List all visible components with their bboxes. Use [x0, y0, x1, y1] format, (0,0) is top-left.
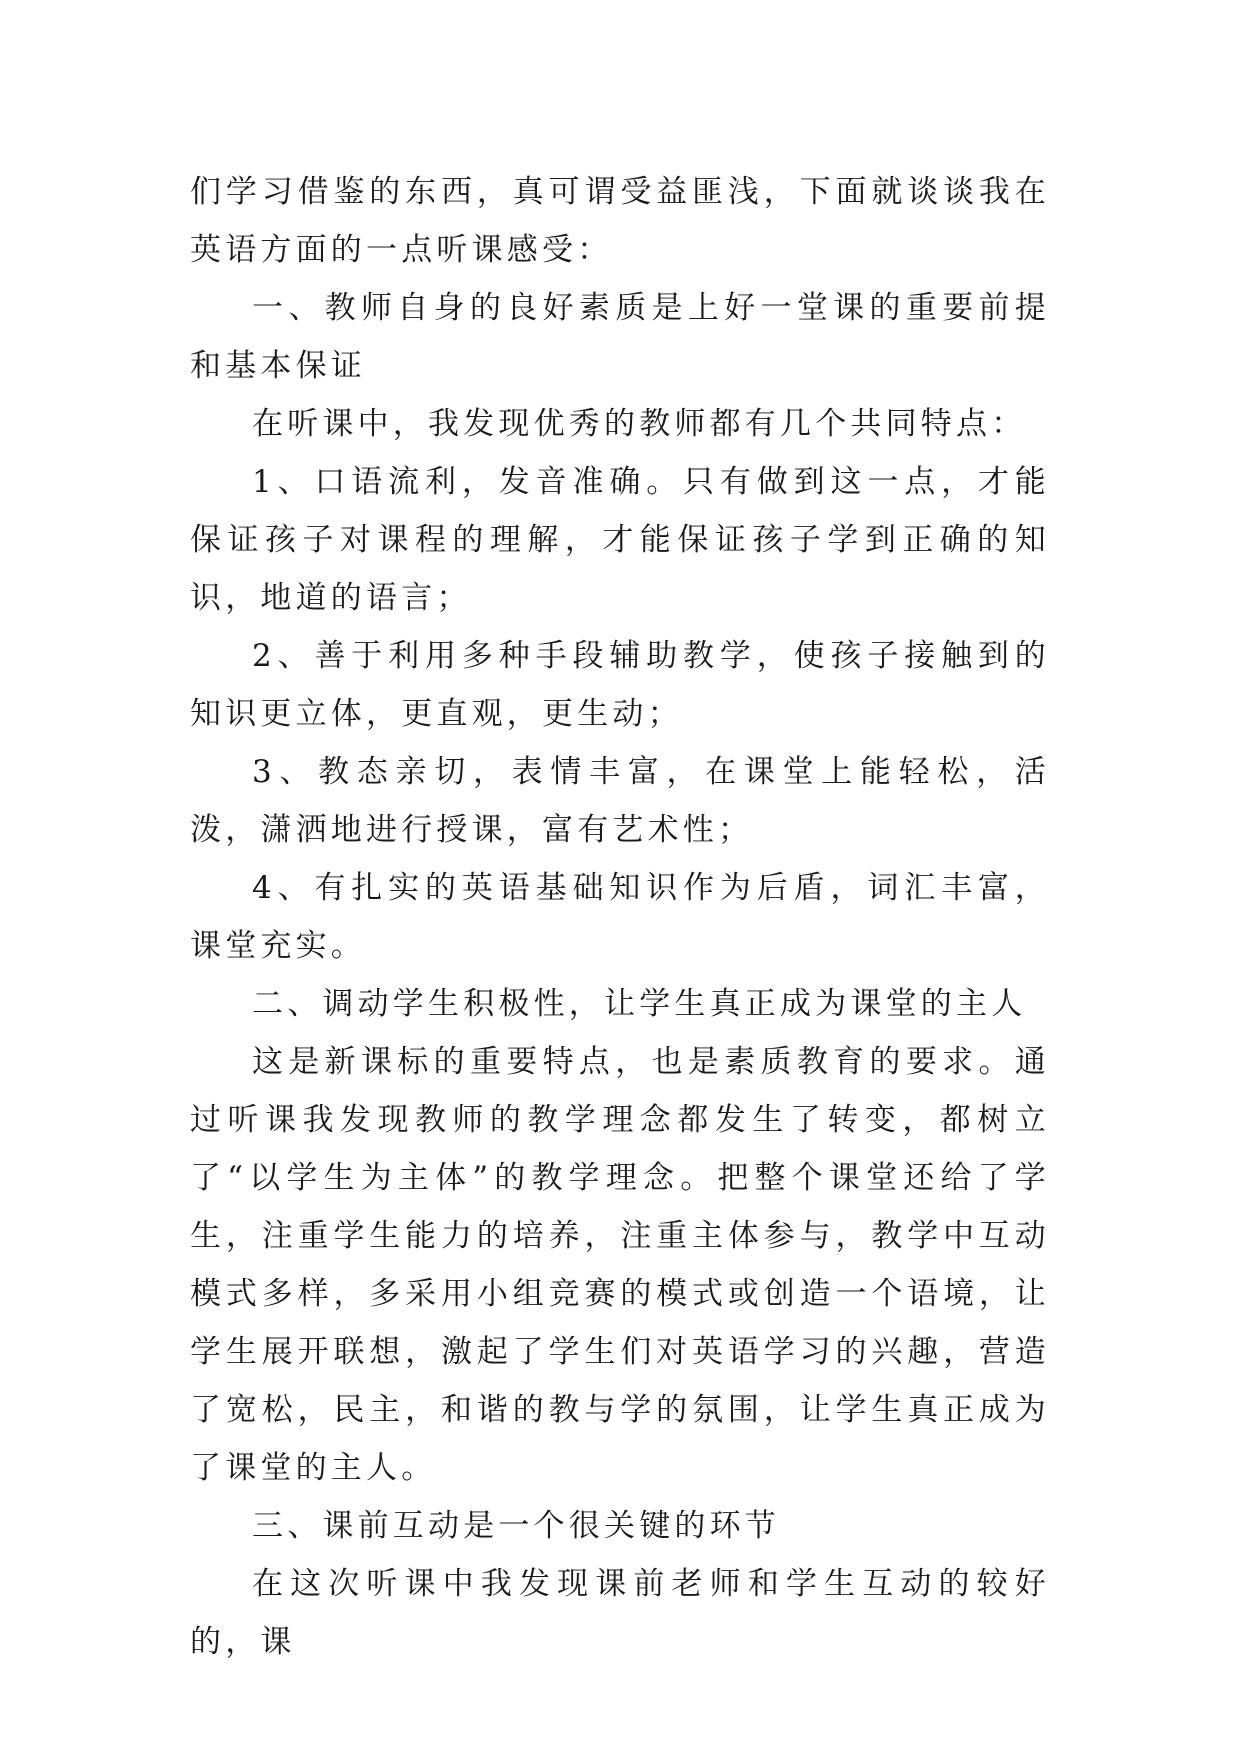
list-item-4: 4、有扎实的英语基础知识作为后盾，词汇丰富，课堂充实。: [190, 870, 1050, 964]
section-heading-3: 三、课前互动是一个很关键的环节: [252, 1508, 780, 1544]
document-body: [190, 163, 1050, 1671]
paragraph-section-2: 这是新课标的重要特点，也是素质教育的要求。通过听课我发现教师的教学理念都发生了转变，都树立了“以学生为主体”的教学理念。把整个课堂还给了学生，注重学生能力的培养，注重主体参与，教学中互动模式多样，多采用小组竞赛的模式或创造一个语境，让学生展开联想，激起了学生们对英语学习的兴趣，营造了宽松，民主，和谐的教与学的氛围，让学生真正成为了课堂的主人。: [190, 1044, 1050, 1486]
list-item-2: 2、善于利用多种手段辅助教学，使孩子接触到的知识更立体，更直观，更生动；: [190, 638, 1050, 732]
section-heading-2: 二、调动学生积极性，让学生真正成为课堂的主人: [252, 986, 1027, 1022]
paragraph-intro: 在听课中，我发现优秀的教师都有几个共同特点：: [252, 406, 1027, 442]
paragraph-section-3: 在这次听课中我发现课前老师和学生互动的较好的，课: [190, 1566, 1050, 1660]
section-heading-1: 一、教师自身的良好素质是上好一堂课的重要前提和基本保证: [190, 290, 1050, 384]
paragraph-continuation: 们学习借鉴的东西，真可谓受益匪浅，下面就谈谈我在英语方面的一点听课感受：: [190, 174, 1050, 268]
list-item-3: 3、教态亲切，表情丰富，在课堂上能轻松，活泼，潇洒地进行授课，富有艺术性；: [190, 754, 1050, 848]
list-item-1: 1、口语流利，发音准确。只有做到这一点，才能保证孩子对课程的理解，才能保证孩子学到正确的知识，地道的语言；: [190, 464, 1050, 616]
